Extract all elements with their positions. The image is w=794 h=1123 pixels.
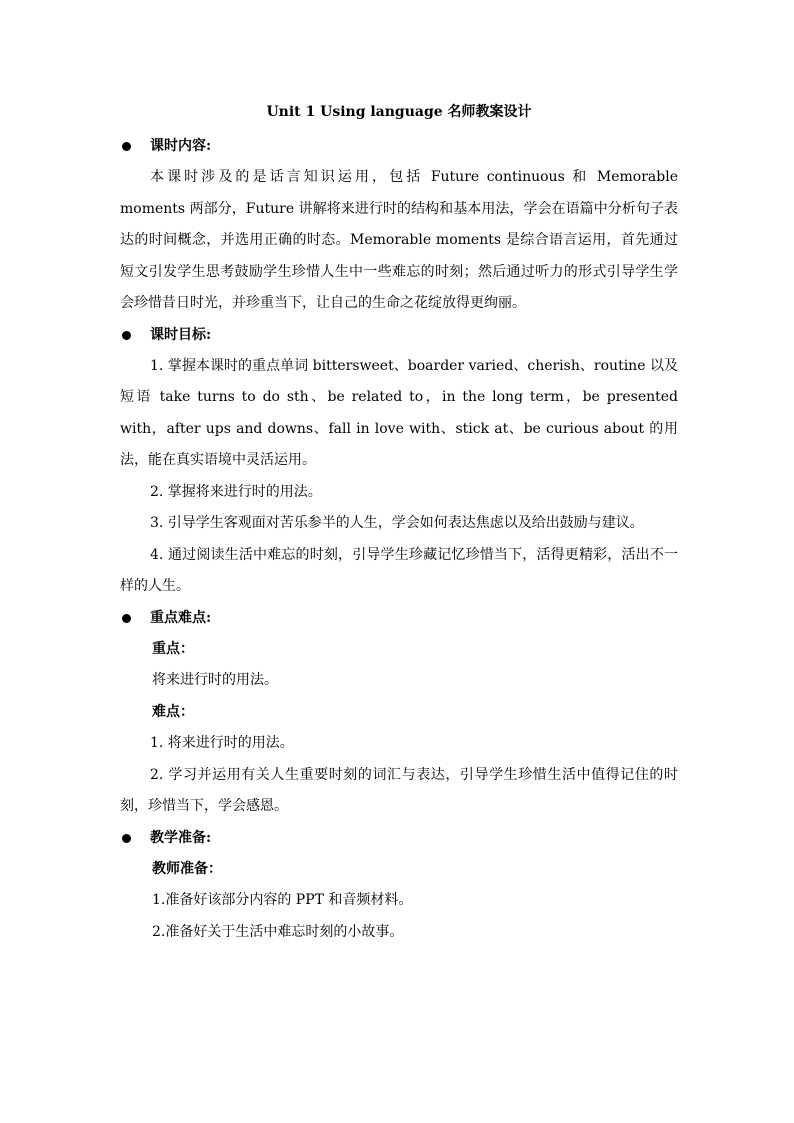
content-paragraph: 本课时涉及的是话言知识运用，包括 Future continuous 和 Memorable moments 两部分，Future 讲解将来进行时的结构和基本用法，学会在语篇中分析句子表达的时间概念，并选用正确的时态。Memorable moments 是综合语言运用，首先通过短文引发学生思考鼓励学生珍惜人生中一些难忘的时刻；然后通过听力的形式引导学生学会珍惜昔日时光，并珍重当下，让自己的生命之花绽放得更绚丽。 [120,169,678,311]
key-text: 将来进行时的用法。 [152,672,278,688]
difficult-label: 难点： [152,703,194,720]
goal-item-3: 3. 引导学生客观面对苦乐参半的人生，学会如何表达焦虑以及给出鼓励与建议。 [150,515,644,531]
section-heading-keypoints [120,603,678,634]
bullet-icon [122,331,131,340]
teacher-item-2: 2.准备好关于生活中难忘时刻的小故事。 [152,923,404,940]
section-heading-label: 课时内容: [150,138,212,154]
bullet-icon [122,834,131,843]
key-label: 重点： [152,640,194,657]
goal-item-1: 1. 掌握本课时的重点单词 bittersweet、boarder varied、cherish、routine 以及短语 take turns to do sth、be related to，in the long term，be presented with，after ups and downs、fall in love with、stick at、be curious about 的用法，能在真实语境中灵活运用。 [120,357,678,468]
section-heading-goals [120,320,678,351]
bullet-icon [122,614,131,623]
difficult-item-2: 2. 学习并运用有关人生重要时刻的词汇与表达，引导学生珍惜生活中值得记住的时刻，珍惜当下，学会感恩。 [120,766,678,814]
teacher-label: 教师准备： [152,860,222,877]
document-page [120,100,678,948]
section-heading-label: 课时目标: [150,326,212,343]
section-heading-label: 重点难点: [150,609,212,626]
section-heading-preparation [120,823,678,854]
teacher-item-1: 1.准备好该部分内容的 PPT 和音频材料。 [152,892,413,908]
document-title: Unit 1 Using language 名师教案设计 [266,104,532,120]
difficult-item-1: 1. 将来进行时的用法。 [150,735,294,751]
bullet-icon [122,142,131,151]
goal-item-4: 4. 通过阅读生活中难忘的时刻，引导学生珍藏记忆珍惜当下，活得更精彩，活出不一样的人生。 [120,546,678,594]
section-heading-label: 教学准备: [150,829,212,846]
goal-item-2: 2. 掌握将来进行时的用法。 [150,483,322,500]
section-heading-content [120,131,678,162]
